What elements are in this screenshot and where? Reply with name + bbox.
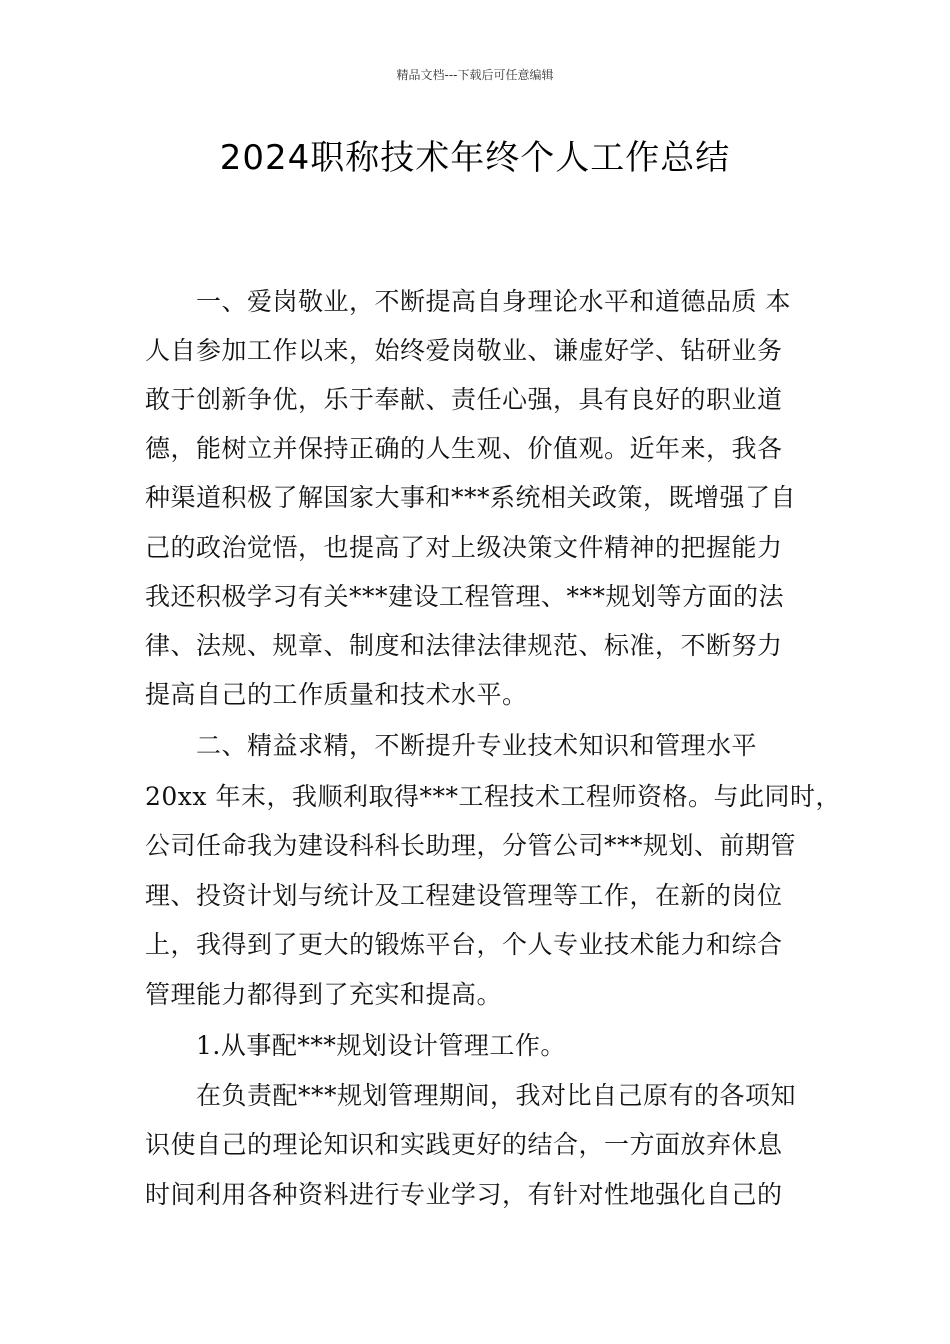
- body-line: 人自参加工作以来，始终爱岗敬业、谦虚好学、钻研业务: [145, 336, 783, 365]
- body-line: 在负责配***规划管理期间，我对比自己原有的各项知: [196, 1081, 797, 1110]
- body-line: 公司任命我为建设科科长助理，分管公司***规划、前期管: [145, 831, 797, 860]
- header-note: 精品文档---下载后可任意编辑: [396, 68, 554, 82]
- body-line: 二、精益求精，不断提升专业技术知识和管理水平: [196, 731, 758, 760]
- body-line: 时间利用各种资料进行专业学习，有针对性地强化自己的: [145, 1180, 783, 1209]
- document-title: 2024职称技术年终个人工作总结: [219, 138, 731, 178]
- body-line: 己的政治觉悟，也提高了对上级决策文件精神的把握能力: [145, 533, 783, 562]
- body-line: 上，我得到了更大的锻炼平台，个人专业技术能力和综合: [145, 930, 783, 959]
- body-line: 种渠道积极了解国家大事和***系统相关政策，既增强了自: [145, 483, 797, 512]
- body-line: 1.从事配***规划设计管理工作。: [196, 1031, 566, 1060]
- body-line: 一、爱岗敬业，不断提高自身理论水平和道德品质 本: [196, 287, 791, 316]
- body-line: 识使自己的理论知识和实践更好的结合，一方面放弃休息: [145, 1130, 783, 1159]
- body-line: 德，能树立并保持正确的人生观、价值观。近年来，我各: [145, 434, 783, 463]
- body-line: 律、法规、规章、制度和法律法律规范、标准，不断努力: [145, 631, 783, 660]
- body-line: 20xx 年末，我顺利取得***工程技术工程师资格。与此同时，: [145, 782, 841, 811]
- body-line: 敢于创新争优，乐于奉献、责任心强，具有良好的职业道: [145, 385, 783, 414]
- body-line: 提高自己的工作质量和技术水平。: [145, 680, 528, 709]
- body-line: 我还积极学习有关***建设工程管理、***规划等方面的法: [145, 582, 785, 611]
- body-line: 管理能力都得到了充实和提高。: [145, 980, 503, 1009]
- body-line: 理、投资计划与统计及工程建设管理等工作，在新的岗位: [145, 881, 783, 910]
